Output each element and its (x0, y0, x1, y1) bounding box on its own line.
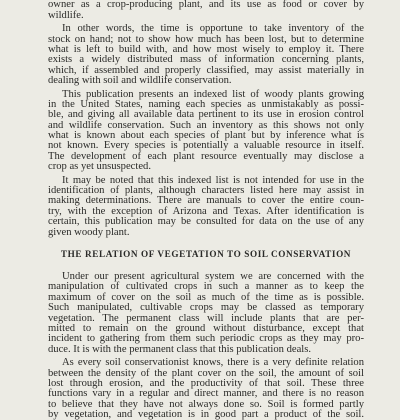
paragraph (48, 176, 364, 238)
text-line: what is known about each species of plant but by inference what is (48, 131, 364, 141)
text-line: crop as yet unsuspected. (48, 162, 364, 172)
section-heading: THE RELATION OF VEGETATION TO SOIL CONSERVATION (48, 249, 364, 261)
text-line: not known. Every species is potentially a valuable resource in itself. (48, 141, 364, 151)
text-line: try, with the exception of Arizona and Texas. After identification is (48, 207, 364, 217)
text-line: Under our present agricultural system we are concerned with the (48, 272, 364, 282)
text-line: in the United States, naming each species as unmistakably as possi- (48, 100, 364, 110)
paragraph (48, 272, 364, 355)
text-line: lost through erosion, and the productivity of that soil. These three (48, 379, 364, 389)
text-line: manipulation of cultivated crops in such a manner as to keep the (48, 282, 364, 292)
text-line: what is left to build with, and how most wisely to employ it. There (48, 45, 364, 55)
text-line: between the density of the plant cover on the soil, the amount of soil (48, 369, 364, 379)
text-line: As every soil conservationist knows, there is a very definite relation (48, 358, 364, 368)
text-line: In other words, the time is opportune to take inventory of the (48, 24, 364, 34)
text-line: mitted to remain on the ground without disturbance, except that (48, 324, 364, 334)
text-line: functions vary in a regular and direct manner, and there is no reason (48, 389, 364, 399)
text-line: vegetation. The permanent class will include plants that are per- (48, 314, 364, 324)
text-line: maximum of cover on the soil as much of the time as is possible. (48, 293, 364, 303)
text-line: It may be noted that this indexed list is not intended for use in the (48, 176, 364, 186)
text-line: The development of each plant resource eventually may disclose a (48, 152, 364, 162)
page-text-column (48, 0, 364, 420)
paragraph (48, 358, 364, 420)
text-line: This publication presents an indexed list of woody plants growing (48, 90, 364, 100)
paragraph (48, 24, 364, 86)
text-line: Such manipulated, cultivable crops may be classed as temporary (48, 303, 364, 313)
text-line: certain, this publication may be consulted for data on the use of any (48, 217, 364, 227)
text-line: identification of plants, although characters listed here may assist in (48, 186, 364, 196)
text-line: which, if assembled and properly classified, may assist materially in (48, 66, 364, 76)
text-line: ble, and giving all available data pertinent to its use in erosion control (48, 110, 364, 120)
text-line: making determinations. There are manuals to cover the entire coun- (48, 196, 364, 206)
text-line: by vegetation, and vegetation is in good part a product of the soil. (48, 410, 364, 420)
text-line: incident to gathering from them such periodic crops as they may pro- (48, 334, 364, 344)
text-line: given woody plant. (48, 228, 364, 238)
text-line: owner as a crop-producing plant, and its use as food or cover by (48, 0, 364, 10)
text-line: and wildlife conservation. Such an inventory as this shows not only (48, 121, 364, 131)
text-line: to believe that they have not always done so. Soil is formed partly (48, 400, 364, 410)
text-line: duce. It is with the permanent class that this publication deals. (48, 345, 364, 355)
text-line: dealing with soil and wildlife conservation. (48, 76, 364, 86)
text-line: stock on hand; not to show how much has been lost, but to determine (48, 35, 364, 45)
paragraph (48, 0, 364, 21)
paragraph (48, 90, 364, 173)
text-line: exists a widely distributed mass of information concerning plants, (48, 55, 364, 65)
text-line: wildlife. (48, 11, 364, 21)
